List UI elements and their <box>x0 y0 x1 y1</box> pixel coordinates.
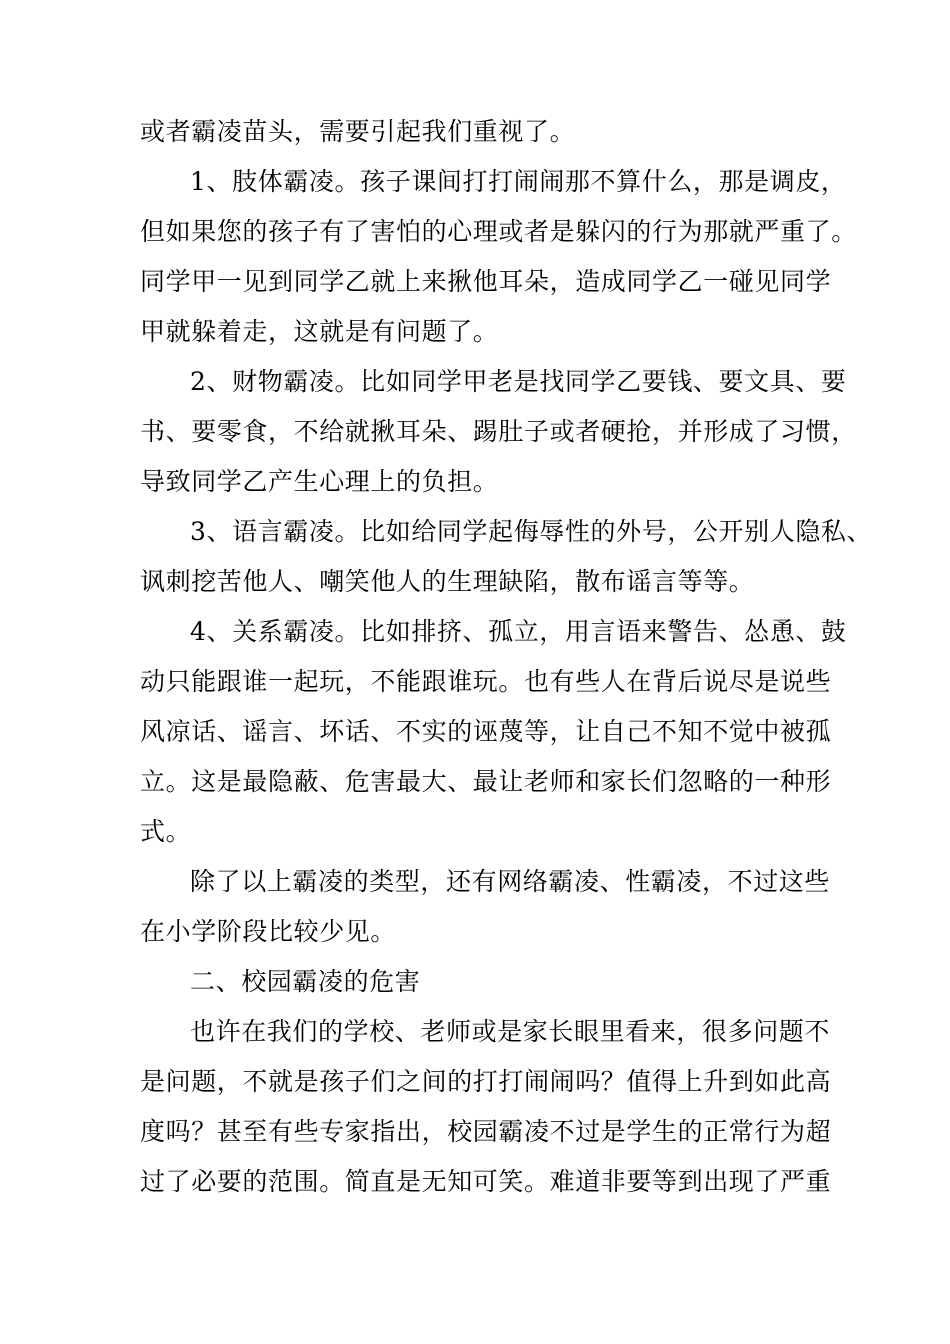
text-line: 立。这是最隐蔽、危害最大、最让老师和家长们忽略的一种形 <box>140 767 832 796</box>
text-line: 3、语言霸凌。比如给同学起侮辱性的外号，公开别人隐私、 <box>190 517 873 546</box>
text-line: 2、财物霸凌。比如同学甲老是找同学乙要钱、要文具、要 <box>190 367 847 396</box>
list-number: 2 <box>190 367 207 396</box>
text-line: 但如果您的孩子有了害怕的心理或者是躲闪的行为那就严重了。 <box>140 217 857 246</box>
text-line: 风凉话、谣言、坏话、不实的诬蔑等，让自己不知不觉中被孤 <box>140 717 832 746</box>
text-line: 也许在我们的学校、老师或是家长眼里看来，很多问题不 <box>190 1017 831 1046</box>
text-line: 动只能跟谁一起玩，不能跟谁玩。也有些人在背后说尽是说些 <box>140 667 832 696</box>
text-line: 导致同学乙产生心理上的负担。 <box>140 467 499 496</box>
text-line: 1、肢体霸凌。孩子课间打打闹闹那不算什么，那是调皮， <box>190 167 847 196</box>
text-line: 在小学阶段比较少见。 <box>140 917 397 946</box>
list-number: 1 <box>190 167 207 196</box>
text-line: 同学甲一见到同学乙就上来揪他耳朵，造成同学乙一碰见同学 <box>140 267 832 296</box>
text-line: 讽刺挖苦他人、嘲笑他人的生理缺陷，散布谣言等等。 <box>140 567 755 596</box>
list-number: 3 <box>190 517 207 546</box>
text-line: 是问题，不就是孩子们之间的打打闹闹吗？值得上升到如此高 <box>140 1067 832 1096</box>
text-line: 度吗？甚至有些专家指出，校园霸凌不过是学生的正常行为超 <box>140 1117 832 1146</box>
text-line: 4、关系霸凌。比如排挤、孤立，用言语来警告、怂恿、鼓 <box>190 617 847 646</box>
text-line: 除了以上霸凌的类型，还有网络霸凌、性霸凌，不过这些 <box>190 867 831 896</box>
section-heading: 二、校园霸凌的危害 <box>190 967 421 996</box>
text-line: 书、要零食，不给就揪耳朵、踢肚子或者硬抢，并形成了习惯， <box>140 417 857 446</box>
text-line: 或者霸凌苗头，需要引起我们重视了。 <box>140 117 576 146</box>
text-line: 甲就躲着走，这就是有问题了。 <box>140 317 499 346</box>
list-number: 4 <box>190 617 207 646</box>
text-line: 过了必要的范围。简直是无知可笑。难道非要等到出现了严重 <box>140 1167 832 1196</box>
text-line: 式。 <box>140 817 192 846</box>
